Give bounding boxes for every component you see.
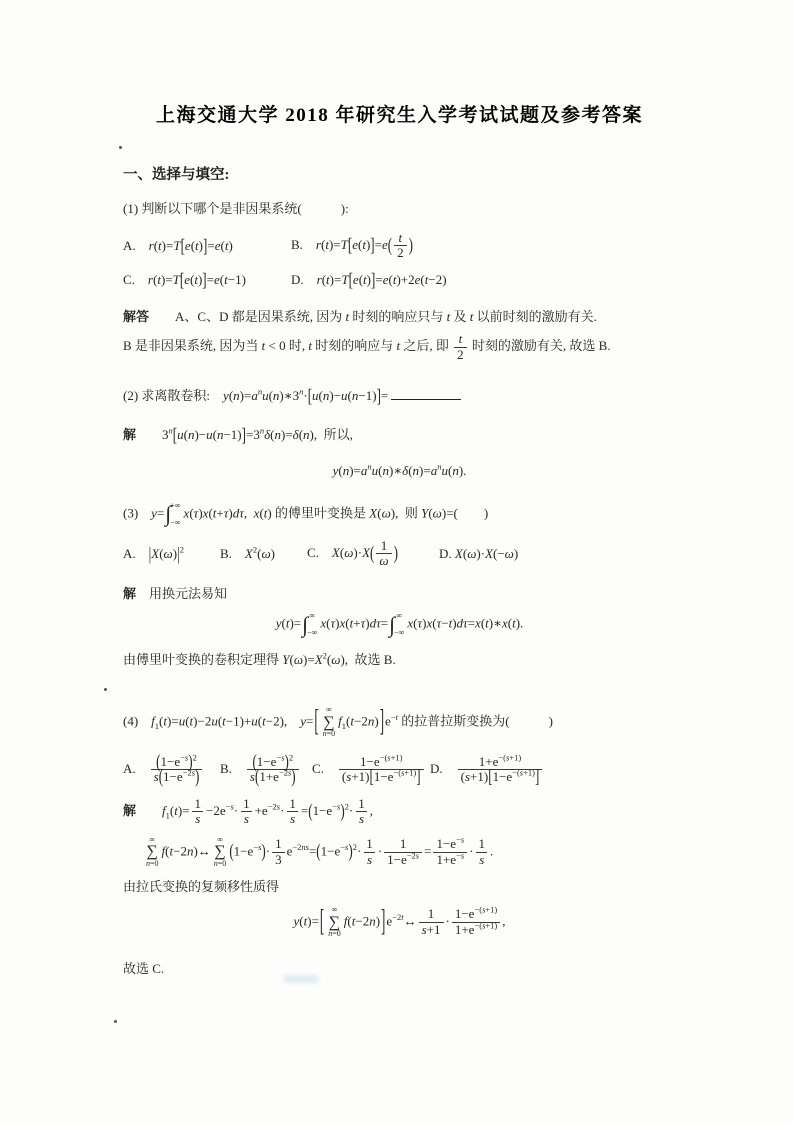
q1-stem: (1) 判断以下哪个是非因果系统( ): <box>123 201 349 217</box>
q3-option-d: D. X(ω)·X(−ω) <box>439 545 519 561</box>
section-heading: 一、选择与填空: <box>123 166 230 183</box>
q3-solution-line2: 由傅里叶变换的卷积定理得 $Y(\omega)=X^2(\omega)$, 故选 B. <box>123 650 396 668</box>
q1-solution-line1: 解答 A、C、D 都是因果系统, 因为 t 时刻的响应只与 t 及 t 以前时刻的激励有关. <box>123 308 597 324</box>
q4-option-d: D. $\frac{1+e^{-(s+1)}}{(s+1)[1-e^{-(s+1)}]}$ <box>430 755 544 785</box>
q1-options <box>123 231 676 290</box>
q2-result-formula: $y(n)=a^nu(n)∗\delta(n)=a^nu(n)$. <box>332 461 467 479</box>
scan-artifact-dot <box>119 146 122 149</box>
q1-option-b: B. r(t)=T[e(t)]=e( $\frac{t}{2}$ ) <box>291 229 413 261</box>
q4-option-b: B. $\frac{(1-e^{-s})^2}{s(1+e^{-2s})}$ <box>220 755 312 785</box>
q3-option-a: A. $|X(\omega)|^2$ <box>123 543 184 564</box>
q1-solution-line2: B 是非因果系统, 因为当 t < 0 时, t 时刻的响应与 t 之后, 即 $\frac{t}{2}$ 时刻的激励有关, 故选 B. <box>123 331 611 362</box>
q2-stem: (2) 求离散卷积: $y(n)=a^nu(n)∗3^n\cdot[u(n)-u(n-1)]=$ <box>123 386 676 406</box>
scan-artifact-dot <box>114 1020 117 1023</box>
scan-artifact-smudge <box>284 975 318 983</box>
q3-solution-line1: 解 用换元法易知 <box>123 585 228 601</box>
q4-final-answer: 故选 C. <box>123 960 165 976</box>
q2-solution-line: 解 $3^n[u(n)-u(n-1)]=3^n\delta(n)=\delta(n)$, 所以, <box>123 423 353 445</box>
q3-stem: (3) y= ∫ +∞ −∞ x(τ)x(t+τ)dτ, x(t) 的傅里叶变换是 X(ω), 则 Y(ω)=( ) <box>123 500 489 527</box>
q4-result-formula: y(t)=[ ∞ ∑ n=0 $f(t-2n)]e^{-2t}\leftrightarrow$ $\frac{1}{s+1}$ · $\frac{1-e^{-(s+1)}}{1+e^{-(s+1)}}$ , <box>293 902 506 939</box>
q3-option-b: B. $X^2(\omega)$ <box>220 544 275 561</box>
q1-option-c: C. r(t)=T[e(t)]=e(t−1) <box>123 268 246 291</box>
q1-option-a: A. r(t)=T[e(t)]=e(t) <box>123 234 233 257</box>
q4-options <box>123 749 676 788</box>
q4-option-c: C. $\frac{1-e^{-(s+1)}}{(s+1)[1-e^{-(s+1)}]}$ <box>312 755 430 785</box>
page-title: 上海交通大学 2018 年研究生入学考试试题及参考答案 <box>155 105 643 126</box>
q4-option-a: A. $\frac{(1-e^{-s})^2}{s(1-e^{-2s})}$ <box>123 755 220 785</box>
q4-stem: (4) $f_1(t)=u(t)-2u(t-1)+u(t-2)$, y=[ ∞ ∑ n=0 $f_1(t-2n)]e^{-t}$ 的拉普拉斯变换为( ) <box>123 702 553 738</box>
q4-solution-line1: 解 $f_1(t)=$ $\frac{1}{s}$ $-2e^{-s}\cdot$ $\frac{1}{s}$ $+e^{-2s}\cdot$ $\frac{1}{s}$ $=(1-e^{-s})^2\cdot$ $\frac{1}{s}$ , <box>123 795 373 827</box>
q4-solution-line3: 由拉氏变换的复频移性质得 <box>123 879 280 895</box>
q1-option-d: D. r(t)=T[e(t)]=e(t)+2e(t−2) <box>291 268 447 291</box>
q3-options <box>123 539 676 569</box>
q3-option-c: C. X(ω)·X( $\frac{1}{\omega}$ ) <box>307 537 398 569</box>
q4-solution-line2: ∞ ∑ n=0 f(t−2n)↔ ∞ ∑ n=0 $(1-e^{-s})\cdot$ $\frac{1}{3}$ $e^{-2ns}=(1-e^{-s})^2\cdot$ $\frac{1}{s}$ · $\frac{1}{1-e^{-2s}}$ = $\frac{1-e^{-s}}{1+e^{-s}}$ · $\frac{1}{s}$ . <box>146 834 494 868</box>
scan-artifact-dot <box>104 688 107 691</box>
q3-derivation-formula: y(t)= ∫ ∞ −∞ x(τ)x(t+τ)dτ= ∫ ∞ −∞ x(τ)x(τ−t)dτ=x(t)∗x(t). <box>275 611 524 638</box>
